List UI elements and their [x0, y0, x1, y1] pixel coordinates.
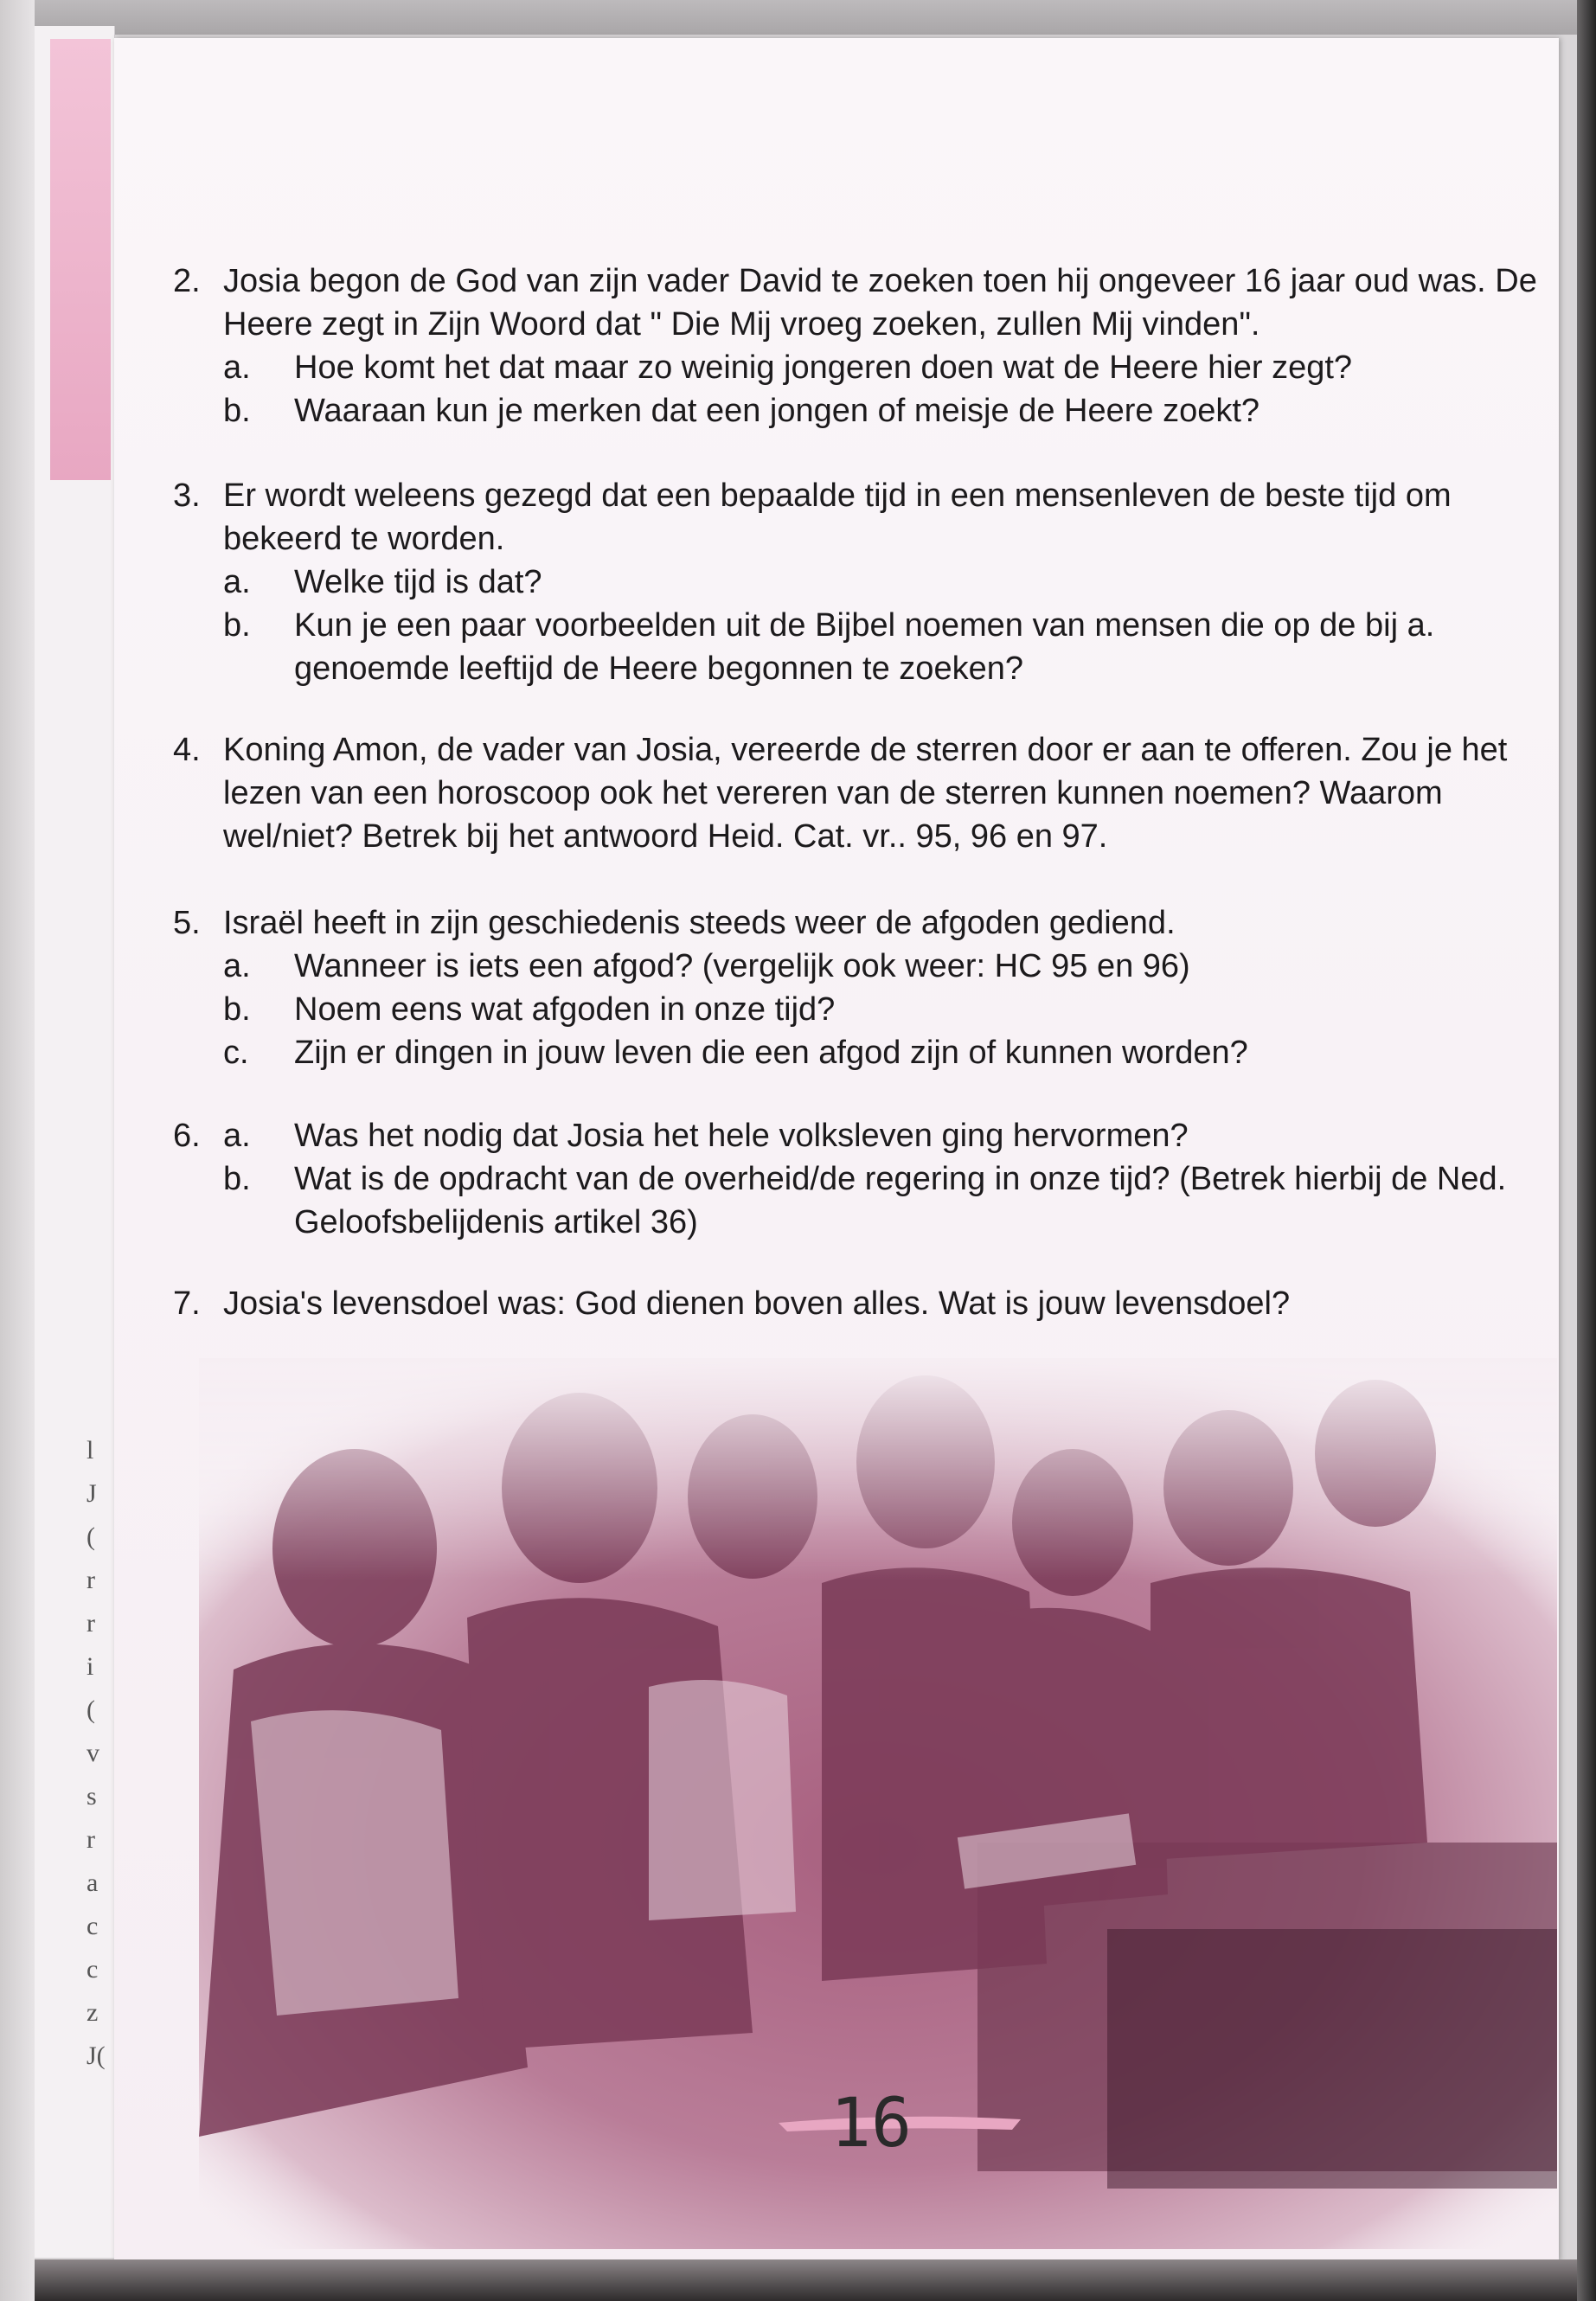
sub-question — [223, 561, 1557, 604]
sub-letter: c. — [223, 1035, 249, 1071]
sub-letter: a. — [223, 564, 251, 600]
sub-text: Wat is de opdracht van de overheid/de regering in onze tijd? (Betrek hierbij de Ned. Geloofsbelijdenis artikel 36) — [294, 1161, 1507, 1240]
margin-letter: r — [87, 1609, 95, 1638]
sub-question — [223, 389, 1557, 433]
sub-question — [223, 346, 1557, 389]
sub-text: Welke tijd is dat? — [294, 564, 542, 600]
scan-top-edge — [0, 0, 1596, 35]
sub-question — [223, 1031, 1557, 1074]
sub-letter: b. — [223, 991, 251, 1028]
sub-letter: a. — [223, 349, 251, 386]
margin-letter: c — [87, 1955, 99, 1984]
margin-letter: v — [87, 1739, 99, 1767]
margin-letter: c — [87, 1912, 99, 1940]
sub-text: Waaraan kun je merken dat een jongen of meisje de Heere zoekt? — [294, 393, 1260, 429]
sub-text: Noem eens wat afgoden in onze tijd? — [294, 991, 836, 1028]
margin-letter: i — [87, 1652, 94, 1681]
margin-letter: a — [87, 1868, 99, 1897]
margin-letters — [87, 1436, 112, 2085]
question-4 — [173, 728, 1557, 858]
question-number: 7. — [173, 1285, 201, 1322]
question-7 — [173, 1282, 1557, 1325]
sub-text: Hoe komt het dat maar zo weinig jongeren doen wat de Heere hier zegt? — [294, 349, 1353, 386]
question-text: Israël heeft in zijn geschiedenis steeds weer de afgoden gediend. — [223, 905, 1176, 941]
margin-letter: l — [87, 1436, 94, 1465]
margin-letter: J( — [87, 2041, 106, 2070]
sub-letter: b. — [223, 393, 251, 429]
question-5 — [173, 901, 1557, 1074]
question-text: Josia's levensdoel was: God dienen boven alles. Wat is jouw levensdoel? — [223, 1285, 1291, 1322]
sub-text: Zijn er dingen in jouw leven die een afgod zijn of kunnen worden? — [294, 1035, 1248, 1071]
scan-left-edge — [0, 0, 35, 2301]
question-text: Koning Amon, de vader van Josia, vereerde de sterren door er aan te offeren. Zou je het lezen van een horoscoop ook het vereren van de sterren kunnen noemen? Waarom wel/niet? Betrek bij het antwoord Heid. Cat. vr.. 95, 96 en 97. — [223, 732, 1508, 855]
scan-right-edge — [1577, 0, 1596, 2301]
margin-letter: J — [87, 1479, 97, 1508]
sub-question — [223, 1157, 1557, 1244]
scan-bottom-edge — [35, 2259, 1583, 2301]
margin-letter: r — [87, 1566, 95, 1594]
pink-tab-marker — [50, 39, 111, 480]
sub-text: Kun je een paar voorbeelden uit de Bijbel noemen van mensen die op de bij a. genoemde leeftijd de Heere begonnen te zoeken? — [294, 607, 1435, 687]
question-number: 2. — [173, 263, 201, 299]
sub-question — [223, 604, 1557, 690]
question-2 — [173, 260, 1557, 433]
page-number: 16 — [830, 2085, 912, 2163]
margin-letter: ( — [87, 1522, 95, 1551]
sub-text: Was het nodig dat Josia het hele volksleven ging hervormen? — [294, 1118, 1189, 1154]
question-number: 3. — [173, 478, 201, 514]
question-number: 6. — [173, 1118, 201, 1154]
margin-letter: s — [87, 1782, 97, 1811]
question-6 — [173, 1114, 1557, 1244]
sub-question — [223, 945, 1557, 988]
sub-letter: b. — [223, 1161, 251, 1197]
margin-letter: z — [87, 1998, 99, 2027]
question-text: Er wordt weleens gezegd dat een bepaalde tijd in een mensenleven de beste tijd om bekeerd te worden. — [223, 478, 1452, 557]
sub-letter: a. — [223, 948, 251, 984]
question-number: 4. — [173, 732, 201, 768]
sub-question — [223, 988, 1557, 1031]
margin-letter: r — [87, 1825, 95, 1854]
sub-question — [223, 1114, 1557, 1157]
margin-letter: ( — [87, 1695, 95, 1724]
question-3 — [173, 474, 1557, 690]
sub-text: Wanneer is iets een afgod? (vergelijk ook weer: HC 95 en 96) — [294, 948, 1190, 984]
question-number: 5. — [173, 905, 201, 941]
question-text: Josia begon de God van zijn vader David te zoeken toen hij ongeveer 16 jaar oud was. De Heere zegt in Zijn Woord dat " Die Mij vroeg zoeken, zullen Mij vinden". — [223, 263, 1537, 343]
sub-letter: a. — [223, 1118, 251, 1154]
sub-letter: b. — [223, 607, 251, 644]
